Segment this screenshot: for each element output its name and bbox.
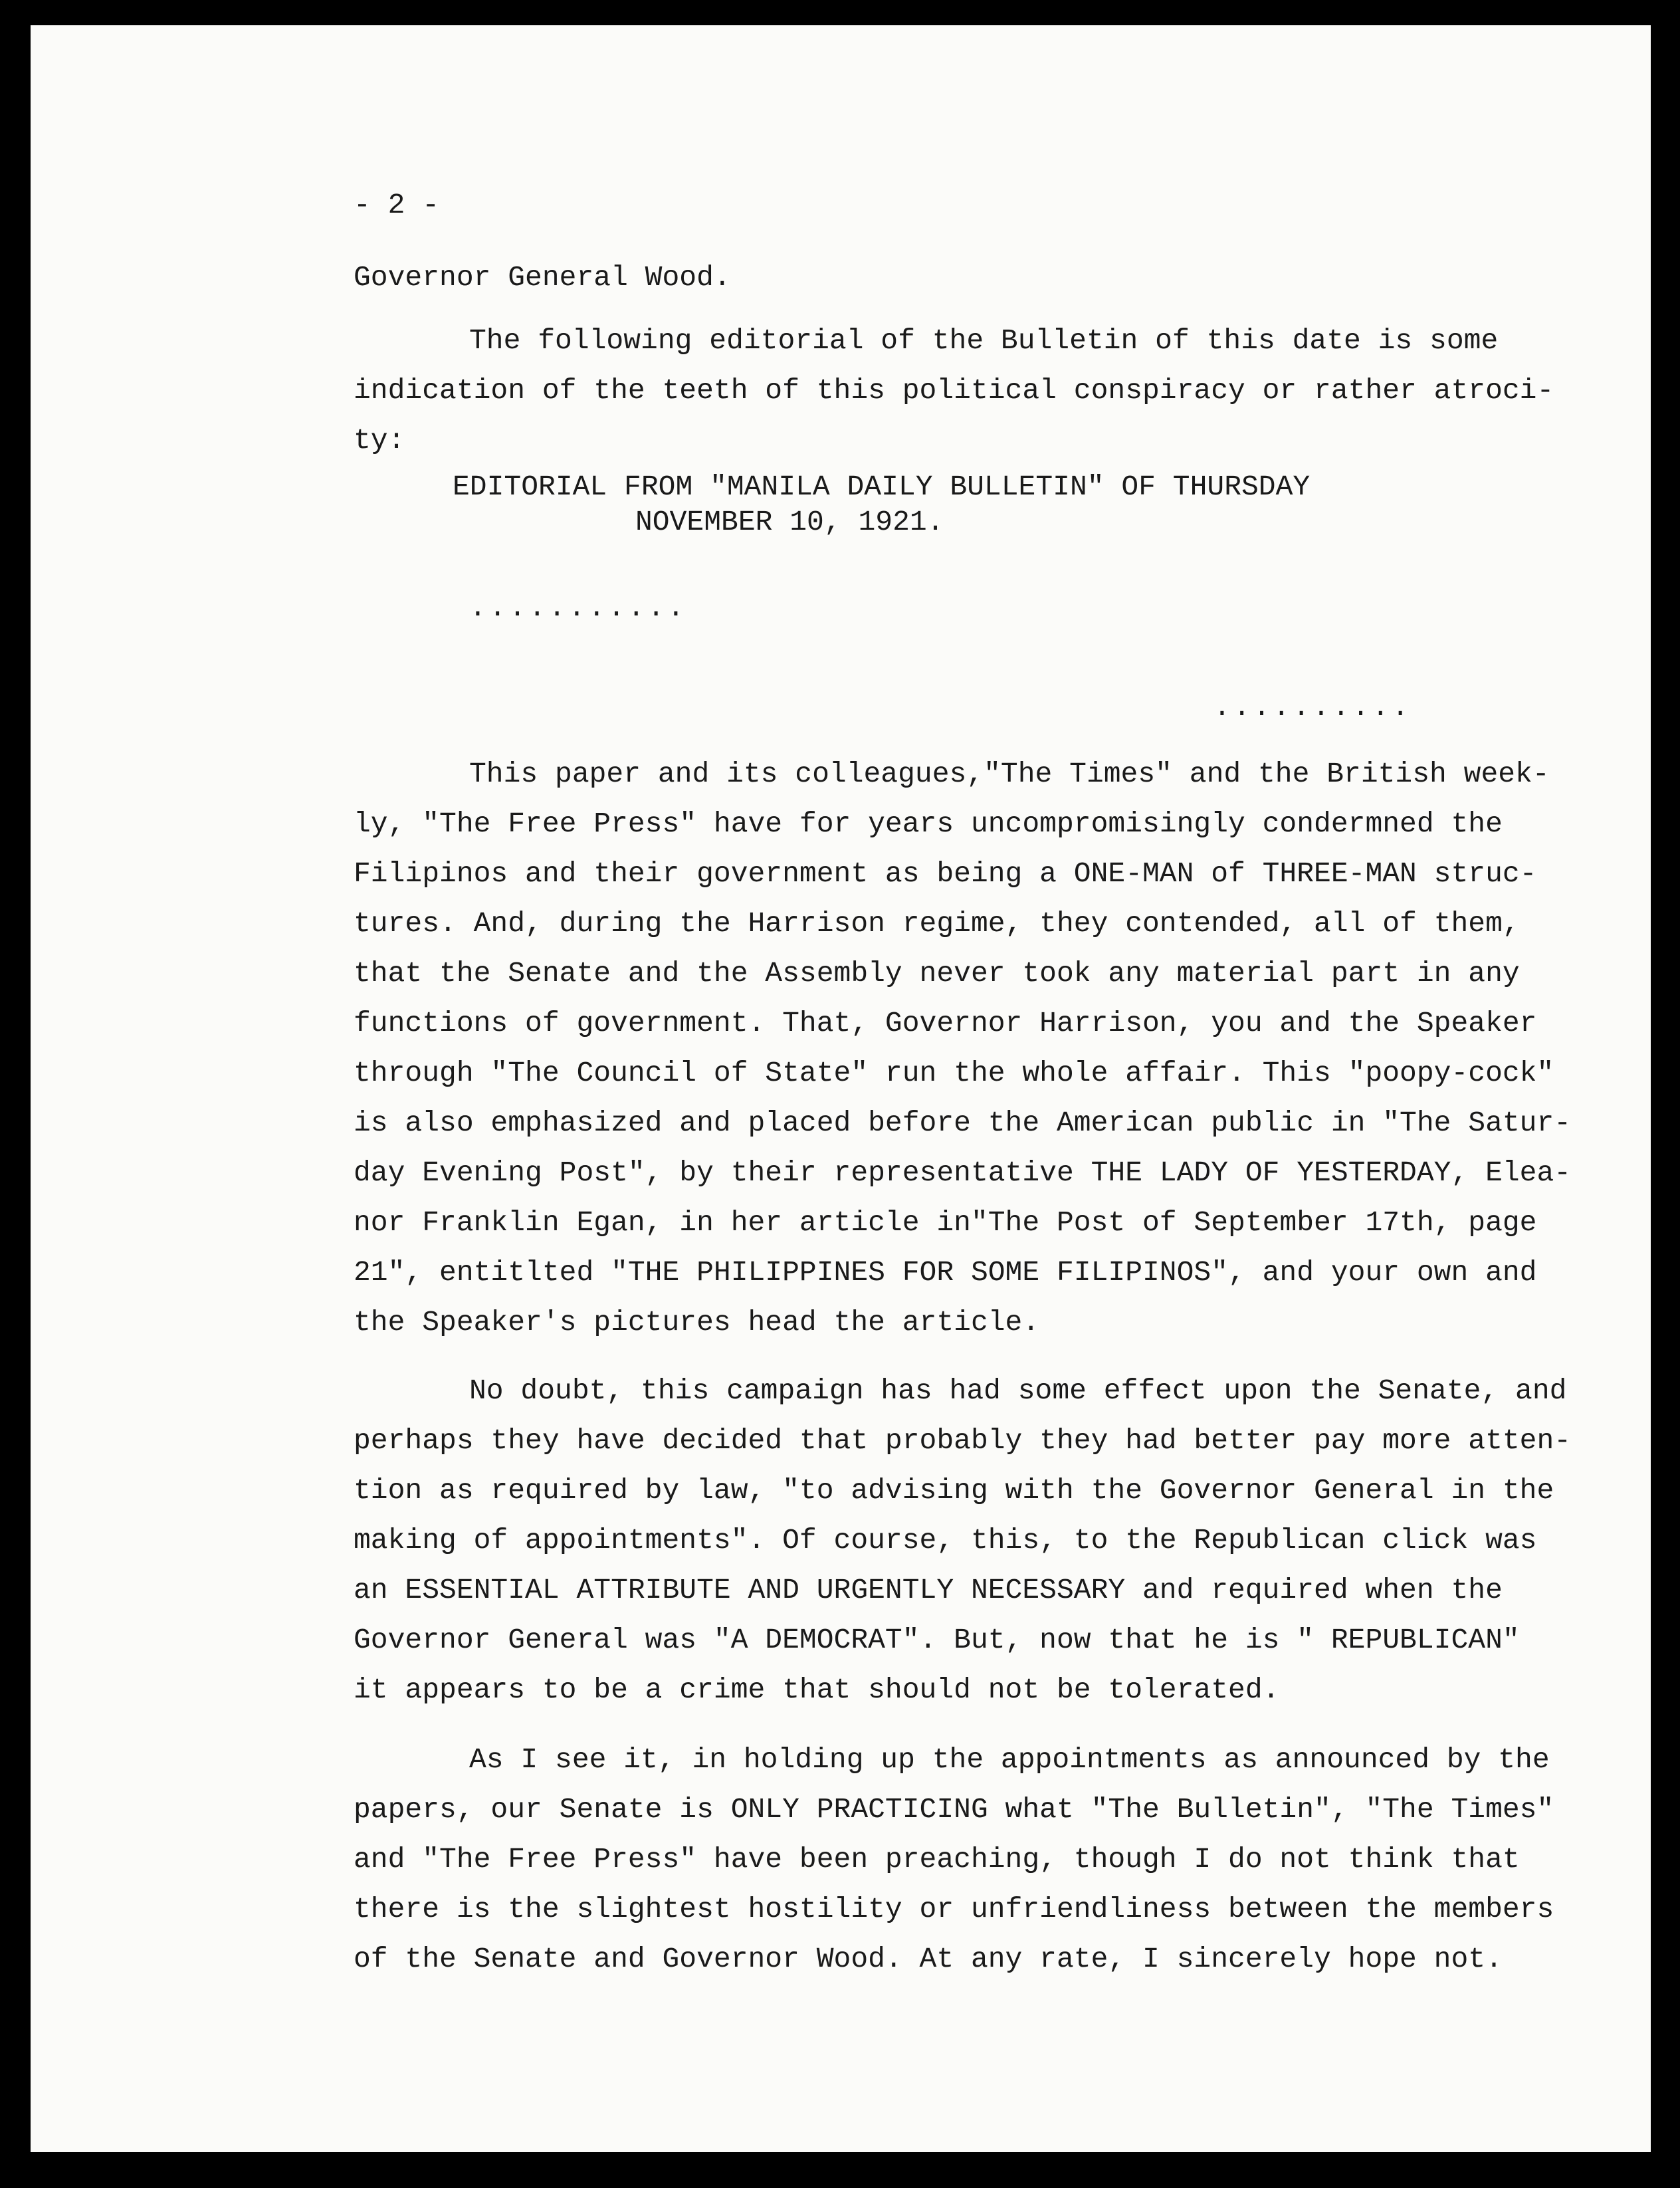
paragraph3-line: As I see it, in holding up the appointments as announced by the xyxy=(469,1743,1550,1776)
paragraph3-line: there is the slightest hostility or unfriendliness between the members xyxy=(354,1893,1554,1925)
editorial-heading-line1: EDITORIAL FROM "MANILA DAILY BULLETIN" OF THURSDAY xyxy=(453,471,1311,503)
intro-line: ty: xyxy=(354,424,405,457)
intro-line: The following editorial of the Bulletin of this date is some xyxy=(469,324,1499,357)
paragraph1-line: functions of government. That, Governor Harrison, you and the Speaker xyxy=(354,1007,1537,1039)
page-number: - 2 - xyxy=(354,189,440,221)
paragraph1-line: Filipinos and their government as being a ONE-MAN of THREE-MAN struc- xyxy=(354,857,1537,890)
paragraph1-line: tures. And, during the Harrison regime, they contended, all of them, xyxy=(354,907,1520,940)
paragraph1-line: that the Senate and the Assembly never took any material part in any xyxy=(354,957,1520,990)
salutation: Governor General Wood. xyxy=(354,261,731,294)
paragraph2-line: perhaps they have decided that probably they had better pay more atten- xyxy=(354,1424,1572,1457)
paragraph2-line: tion as required by law, "to advising with the Governor General in the xyxy=(354,1474,1554,1507)
intro-line: indication of the teeth of this political conspiracy or rather atroci- xyxy=(354,374,1554,407)
paragraph1-line: 21", entitlted "THE PHILIPPINES FOR SOME FILIPINOS", and your own and xyxy=(354,1256,1537,1289)
paragraph3-line: and "The Free Press" have been preaching, though I do not think that xyxy=(354,1843,1520,1876)
paragraph1-line: through "The Council of State" run the whole affair. This "poopy-cock" xyxy=(354,1057,1554,1089)
paragraph1-line: the Speaker's pictures head the article. xyxy=(354,1306,1040,1339)
paragraph1-line: is also emphasized and placed before the American public in "The Satur- xyxy=(354,1107,1572,1139)
paragraph1-line: This paper and its colleagues,"The Times" and the British week- xyxy=(469,758,1550,790)
paragraph2-line: making of appointments". Of course, this, to the Republican click was xyxy=(354,1524,1537,1557)
ellipsis-right: .......... xyxy=(1213,691,1412,724)
paragraph2-line: No doubt, this campaign has had some effect upon the Senate, and xyxy=(469,1374,1567,1407)
paragraph1-line: ly, "The Free Press" have for years uncompromisingly condermned the xyxy=(354,808,1503,840)
paragraph2-line: Governor General was "A DEMOCRAT". But, now that he is " REPUBLICAN" xyxy=(354,1624,1520,1656)
paragraph3-line: of the Senate and Governor Wood. At any rate, I sincerely hope not. xyxy=(354,1943,1503,1975)
paragraph1-line: nor Franklin Egan, in her article in"The Post of September 17th, page xyxy=(354,1206,1537,1239)
paragraph3-line: papers, our Senate is ONLY PRACTICING what "The Bulletin", "The Times" xyxy=(354,1793,1554,1826)
paragraph1-line: day Evening Post", by their representative THE LADY OF YESTERDAY, Elea- xyxy=(354,1156,1572,1189)
document-page xyxy=(31,25,1651,2152)
paragraph2-line: an ESSENTIAL ATTRIBUTE AND URGENTLY NECESSARY and required when the xyxy=(354,1574,1503,1606)
editorial-heading-line2: NOVEMBER 10, 1921. xyxy=(635,506,944,538)
ellipsis-left: ........... xyxy=(469,592,687,624)
paragraph2-line: it appears to be a crime that should not be tolerated. xyxy=(354,1674,1280,1706)
